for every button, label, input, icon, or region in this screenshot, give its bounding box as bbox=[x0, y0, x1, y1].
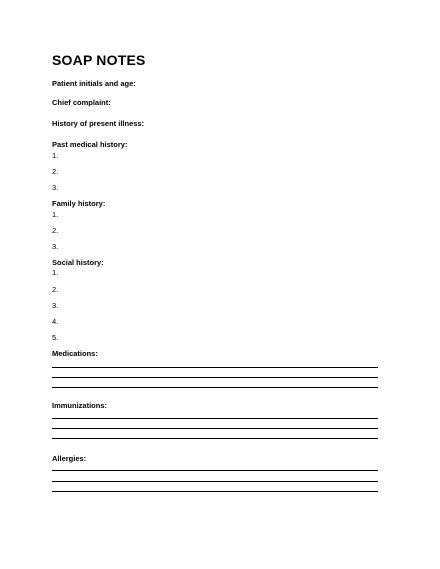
family-history-item: 2. bbox=[52, 226, 59, 235]
family-history-label: Family history: bbox=[52, 199, 106, 208]
immunizations-line bbox=[52, 423, 378, 430]
social-history-item: 2. bbox=[52, 285, 59, 294]
medications-line bbox=[52, 382, 378, 389]
allergies-line bbox=[52, 465, 378, 472]
family-history-item: 1. bbox=[52, 210, 59, 219]
immunizations-line bbox=[52, 433, 378, 440]
present-illness-label: History of present illness: bbox=[52, 119, 145, 128]
immunizations-line bbox=[52, 413, 378, 420]
medications-line bbox=[52, 362, 378, 369]
medications-line bbox=[52, 372, 378, 379]
immunizations-label: Immunizations: bbox=[52, 401, 108, 410]
social-history-item: 1. bbox=[52, 268, 59, 277]
social-history-item: 4. bbox=[52, 317, 59, 326]
social-history-item: 5. bbox=[52, 333, 59, 342]
social-history-label: Social history: bbox=[52, 258, 104, 267]
past-medical-history-label: Past medical history: bbox=[52, 140, 128, 149]
allergies-label: Allergies: bbox=[52, 454, 87, 463]
past-medical-history-item: 2. bbox=[52, 167, 59, 176]
allergies-line bbox=[52, 486, 378, 493]
chief-complaint-label: Chief complaint: bbox=[52, 98, 111, 107]
document-title: SOAP NOTES bbox=[52, 52, 146, 68]
patient-initials-label: Patient initials and age: bbox=[52, 79, 136, 88]
social-history-item: 3. bbox=[52, 301, 59, 310]
family-history-item: 3. bbox=[52, 242, 59, 251]
allergies-line bbox=[52, 476, 378, 483]
past-medical-history-item: 1. bbox=[52, 151, 59, 160]
medications-label: Medications: bbox=[52, 349, 98, 358]
past-medical-history-item: 3. bbox=[52, 183, 59, 192]
